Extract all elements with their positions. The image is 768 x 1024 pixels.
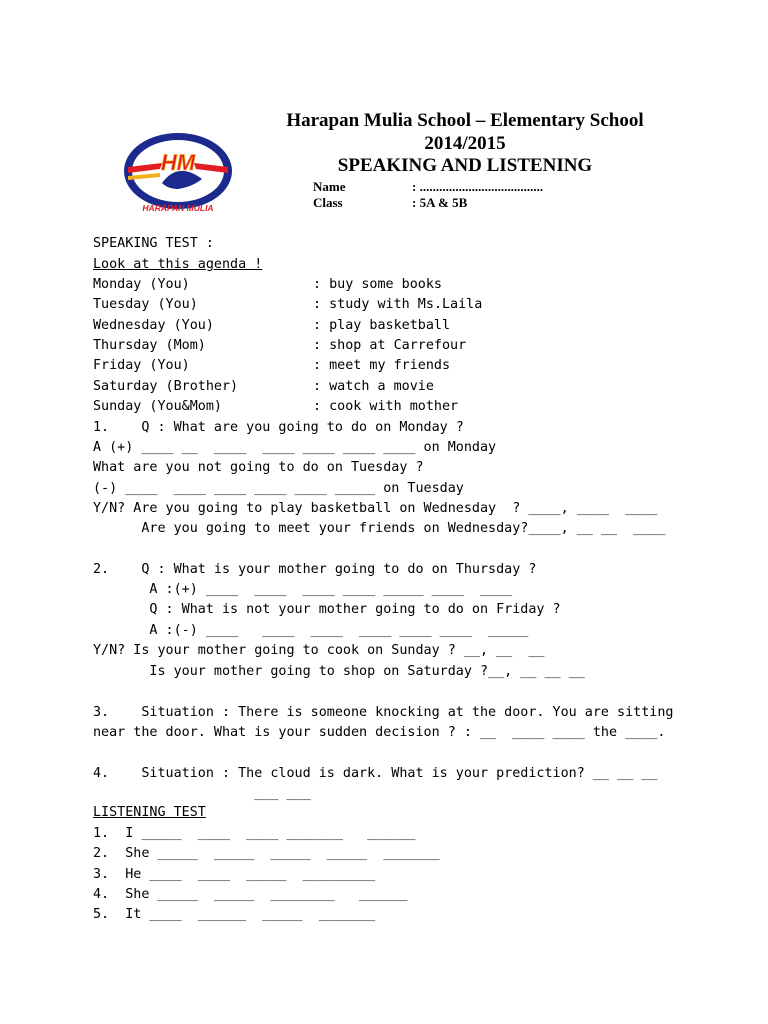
agenda-day: Saturday (Brother)	[93, 379, 239, 394]
question-line: Is your mother going to shop on Saturday ?__, __ __ __	[93, 664, 585, 679]
school-logo	[122, 131, 234, 217]
agenda-activity: : cook with mother	[313, 399, 459, 414]
agenda-day: Friday (You)	[93, 358, 190, 373]
agenda-activity: : buy some books	[313, 277, 442, 292]
listening-item: 3. He ____ ____ _____ _________	[93, 867, 376, 882]
agenda-activity: : play basketball	[313, 318, 451, 333]
question-line: 4. Situation : The cloud is dark. What is your prediction? __ __ __	[93, 766, 658, 781]
question-line: Q : What is not your mother going to do on Friday ?	[93, 602, 561, 617]
agenda-intro: Look at this agenda !	[93, 257, 263, 272]
listening-item: 2. She _____ _____ _____ _____ _______	[93, 846, 440, 861]
agenda-activity: : watch a movie	[313, 379, 434, 394]
agenda-activity: : shop at Carrefour	[313, 338, 467, 353]
listening-item: 4. She _____ _____ ________ ______	[93, 887, 408, 902]
question-line: Y/N? Are you going to play basketball on Wednesday ? ____, ____ ____	[93, 501, 658, 516]
logo-caption: HARAPAN MULIA	[142, 203, 214, 213]
agenda-day: Tuesday (You)	[93, 297, 198, 312]
school-year: 2014/2015	[424, 133, 506, 154]
question-line: 1. Q : What are you going to do on Monday ?	[93, 420, 464, 435]
question-line: 3. Situation : There is someone knocking at the door. You are sitting	[93, 705, 674, 720]
agenda-day: Monday (You)	[93, 277, 190, 292]
question-line: ___ ___	[93, 786, 311, 801]
question-line: A :(-) ____ ____ ____ ____ ____ ____ _____	[93, 623, 529, 638]
speaking-title: SPEAKING TEST :	[93, 236, 214, 251]
listening-item: 5. It ____ ______ _____ _______	[93, 907, 376, 922]
name-label: Name	[313, 179, 346, 194]
name-field: : ......................................	[412, 179, 544, 194]
question-line: A (+) ____ __ ____ ____ ____ ____ ____ on Monday	[93, 440, 497, 455]
class-field: : 5A & 5B	[412, 195, 468, 210]
listening-item: 1. I _____ ____ ____ _______ ______	[93, 826, 416, 841]
class-label: Class	[313, 195, 343, 210]
agenda-activity: : study with Ms.Laila	[313, 297, 483, 312]
agenda-activity: : meet my friends	[313, 358, 451, 373]
question-line: Y/N? Is your mother going to cook on Sunday ? __, __ __	[93, 643, 545, 658]
agenda-day: Thursday (Mom)	[93, 338, 206, 353]
question-line: What are you not going to do on Tuesday ?	[93, 460, 424, 475]
agenda-day: Wednesday (You)	[93, 318, 214, 333]
question-line: 2. Q : What is your mother going to do on Thursday ?	[93, 562, 537, 577]
question-line: (-) ____ ____ ____ ____ ____ _____ on Tuesday	[93, 481, 464, 496]
question-line: near the door. What is your sudden decision ? : __ ____ ____ the ____.	[93, 725, 666, 740]
question-line: Are you going to meet your friends on Wednesday?____, __ __ ____	[93, 521, 666, 536]
question-line: A :(+) ____ ____ ____ ____ _____ ____ ____	[93, 582, 513, 597]
listening-title: LISTENING TEST	[93, 805, 206, 820]
agenda-day: Sunday (You&Mom)	[93, 399, 222, 414]
school-title: Harapan Mulia School – Elementary School	[286, 110, 644, 131]
subject-title: SPEAKING AND LISTENING	[337, 155, 593, 176]
logo-monogram: HM	[160, 150, 196, 175]
